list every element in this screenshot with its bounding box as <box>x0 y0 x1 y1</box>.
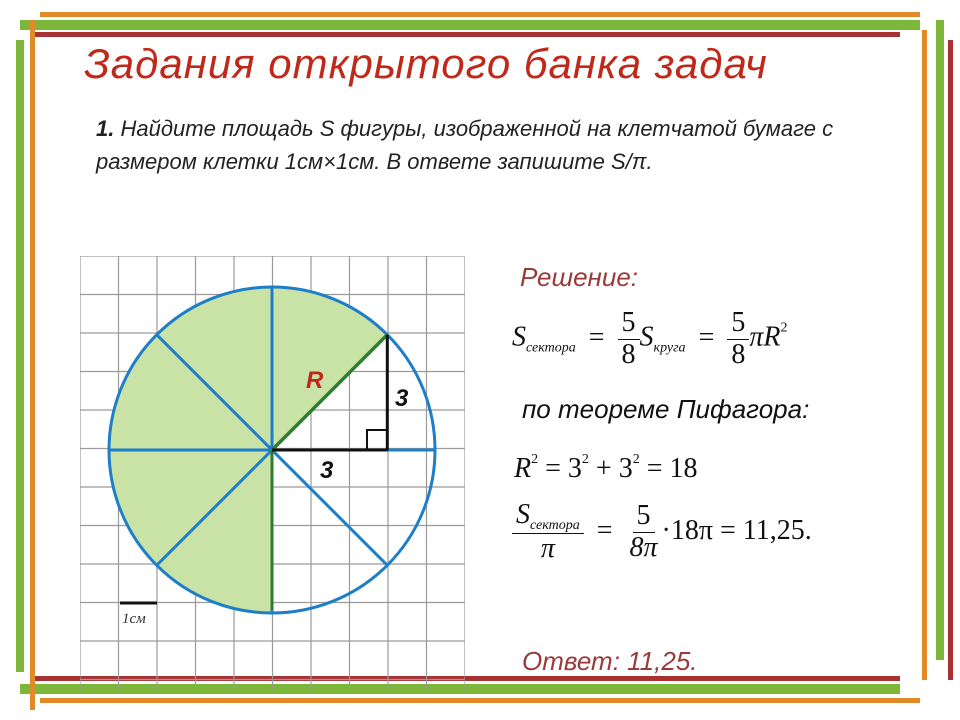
equation-pythagoras: $R^2 = 3^2 + 3^2 = 18$ <box>514 452 698 484</box>
task-statement <box>96 112 896 178</box>
label-leg-horizontal: 3 <box>320 457 334 484</box>
frame-bottom-orange <box>40 698 920 703</box>
grid-figure <box>70 250 470 690</box>
frame-right-red <box>948 40 953 680</box>
label-leg-vertical: 3 <box>395 385 409 412</box>
task-number: 1. <box>96 116 115 141</box>
frame-left-orange <box>30 20 35 710</box>
frame-right-green <box>936 20 944 660</box>
pythagoras-label: по теореме Пифагора: <box>522 394 810 424</box>
answer: Ответ: 11,25. <box>522 646 698 676</box>
frame-top-red <box>30 32 900 37</box>
frame-left-green <box>16 40 24 672</box>
right-angle-mark <box>367 430 387 450</box>
scale-label: 1см <box>122 611 146 627</box>
equation-result: $\frac{S_{сектора}}{\pi}$ = $\frac{5}{8\pi}$ ·18π = 11,25. <box>512 500 812 565</box>
label-R: R <box>306 367 324 394</box>
frame-right-orange <box>922 30 927 680</box>
frame-top-orange <box>40 12 920 17</box>
solution-heading: Решение: <box>520 262 639 292</box>
task-text: Найдите площадь S фигуры, изображенной на клетчатой бумаге с размером клетки 1см×1см. В ответе запишите S/π. <box>96 116 834 174</box>
equation-sector-area: $S_{сектора}$ = $\frac{5}{8}$ $S_{круга}$ = $\frac{5}{8}$ $\pi R^2$ <box>512 307 788 370</box>
frame-top-green <box>20 20 920 30</box>
shaded-sector-upper <box>272 287 387 450</box>
slide-title: Задания открытого банка задач <box>84 40 768 87</box>
